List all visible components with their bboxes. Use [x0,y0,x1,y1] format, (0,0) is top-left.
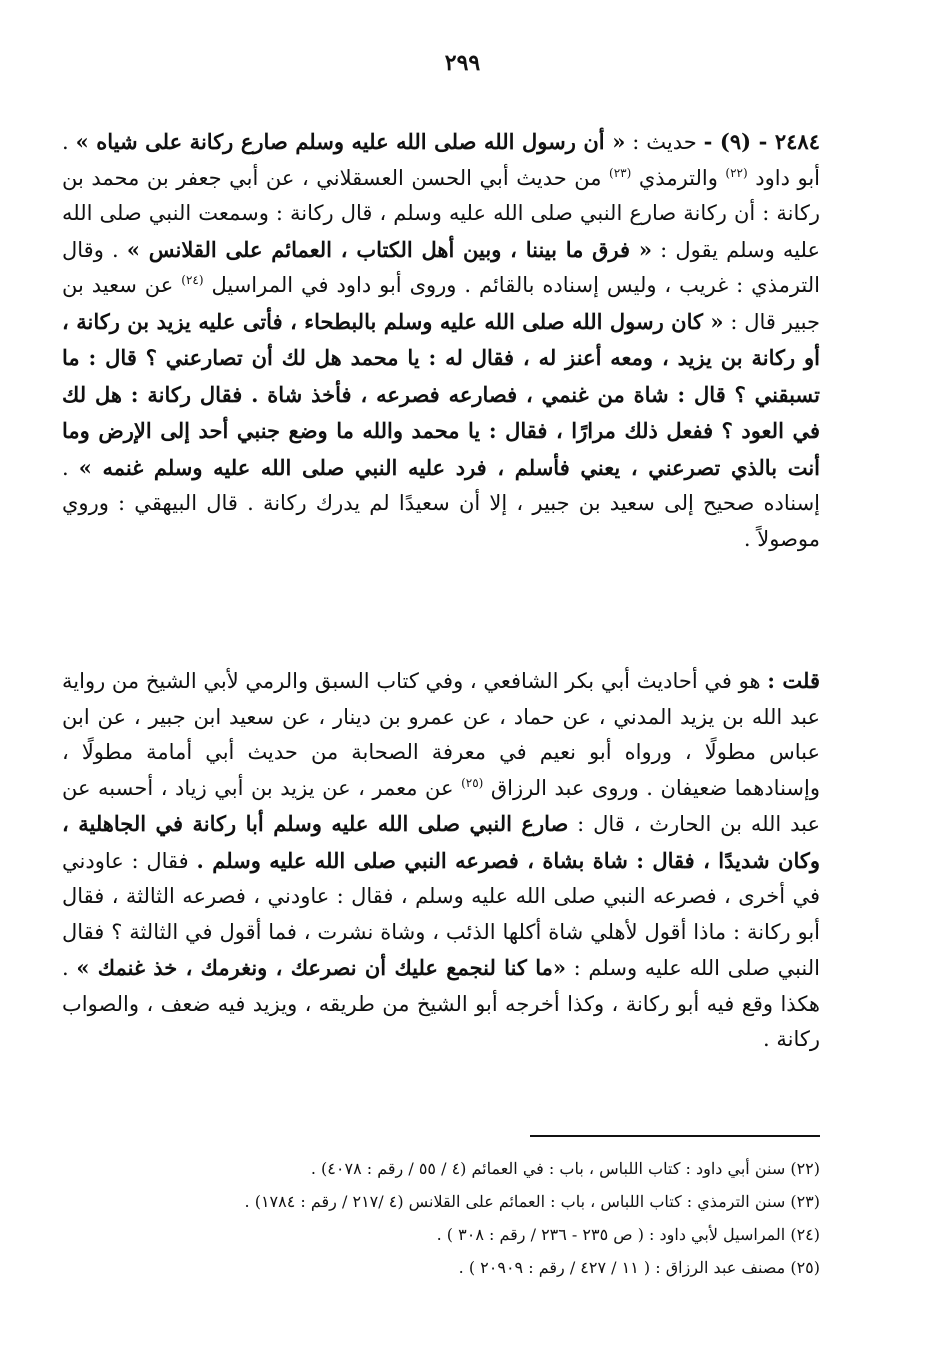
hadith-text-3: من حديث أبي الحسن العسقلاني ، عن أبي جعفر بن محمد بن ركانة : أن ركانة صارع النبي صلى الله عليه وسلم ، قال ركانة : وسمعت النبي صلى الله عليه وسلم يقول : [62,165,820,262]
hadith-text-5: عن سعيد بن جبير قال : [62,273,820,334]
footnote-divider [530,1135,820,1137]
page-number: ٢٩٩ [444,50,481,76]
footnote-22: (٢٢) سنن أبي داود : كتاب اللباس ، باب : في العمائم (٤ / ٥٥ / رقم : ٤٠٧٨) . [310,1159,820,1178]
footnote-ref-25: (٢٥) [461,775,484,790]
hadith-text-6: . إسناده صحيح إلى سعيد بن جبير ، إلا أن سعيدًا لم يدرك ركانة . قال البيهقي : وروي موصولاً . [62,455,820,551]
comment-text-4: . هكذا وقع فيه أبو ركانة ، وكذا أخرجه أبو الشيخ من طريقه ، ويزيد فيه ضعف ، والصواب ركانة . [62,956,820,1051]
comment-text-1: هو في أحاديث أبي بكر الشافعي ، وفي كتاب السبق والرمي لأبي الشيخ من رواية عبد الله بن يزيد المدني ، عن حماد ، عن عمرو بن دينار ، عن سعيد ابن جبير ، عن ابن عباس مطولًا ، ورواه أبو نعيم في معرفة الصحابة من حديث أبي أمامة مطولًا ، وإسنادهما ضعيفان . وروى عبد الرزاق [62,669,820,800]
hadith-quote-1: « فرق ما بيننا ، وبين أهل الكتاب ، العمائم على القلانس » [126,236,653,262]
footnotes [62,1152,820,1284]
comment-quote: «ما كنا لنجمع عليك أن نصرعك ، ونغرمك ، خذ غنمك » [76,955,566,980]
hadith-quote-2: « كان رسول الله صلى الله عليه وسلم بالبطحاء ، فأتى عليه يزيد بن ركانة ، أو ركانة بن يزيد ، ومعه أعنز له ، فقال له : يا محمد هل لك أن تصارعني ؟ قال : ما تسبقني ؟ قال : شاة من غنمي ، فصارعه فصرعه ، فأخذ شاة . فقال ركانة : هل لك في العود ؟ ففعل ذلك مرارًا ، فقال : يا محمد والله ما وضع جنبي أحد إلى الإرض وما أنت بالذي تصرعني ، يعني فأسلم ، فرد عليه النبي صلى الله عليه وسلم غنمه » [62,308,820,480]
hadith-number: ٢٤٨٤ - (٩) - [703,129,820,154]
hadith-text-1: . أبو داود [62,130,820,190]
hadith-title: « أن رسول الله صلى الله عليه وسلم صارع ركانة على شياه » [75,129,626,154]
hadith-paragraph [62,124,820,557]
hadith-intro: حديث : [625,130,704,154]
comment-label: قلت : [767,668,820,693]
comment-text-3: فقال : عاودني في أخرى ، فصرعه النبي صلى الله عليه وسلم ، فقال : عاودني ، فصرعه الثالثة ، فقال أبو ركانة : ماذا أقول لأهلي شاة أكلها الذئب ، وشاة نشرت ، فما أقول في الثالثة ؟ فقال النبي صلى الله عليه وسلم : [62,848,820,980]
footnote-ref-24: (٢٤) [181,273,204,287]
hadith-text-4: . وقال الترمذي : غريب ، وليس إسناده بالقائم . وروى أبو داود في المراسيل [62,237,820,297]
footnote-23: (٢٣) سنن الترمذي : كتاب اللباس ، باب : العمائم على القلانس (٤ /٢١٧ / رقم : ١٧٨٤) . [244,1192,820,1211]
footnote-ref-23: (٢٣) [609,165,632,180]
hadith-text-2: والترمذي [631,165,726,190]
comment-text-2: عن معمر ، عن يزيد بن أبي زياد ، أحسبه عن عبد الله بن الحارث ، قال : [62,775,820,836]
footnote-ref-22: (٢٢) [725,165,748,180]
comment-bold-1: صارع النبي صلى الله عليه وسلم أبا ركانة في الجاهلية ، وكان شديدًا ، فقال : شاة بشاة ، فصرعه النبي صلى الله عليه وسلم . [62,811,820,873]
comment-paragraph [62,663,820,1058]
footnote-25: (٢٥) مصنف عبد الرزاق : ( ١١ / ٤٢٧ / رقم : ٢٠٩٠٩ ) . [458,1258,820,1277]
footnote-24: (٢٤) المراسيل لأبي داود : ( ص ٢٣٥ - ٢٣٦ / رقم : ٣٠٨ ) . [436,1225,820,1244]
